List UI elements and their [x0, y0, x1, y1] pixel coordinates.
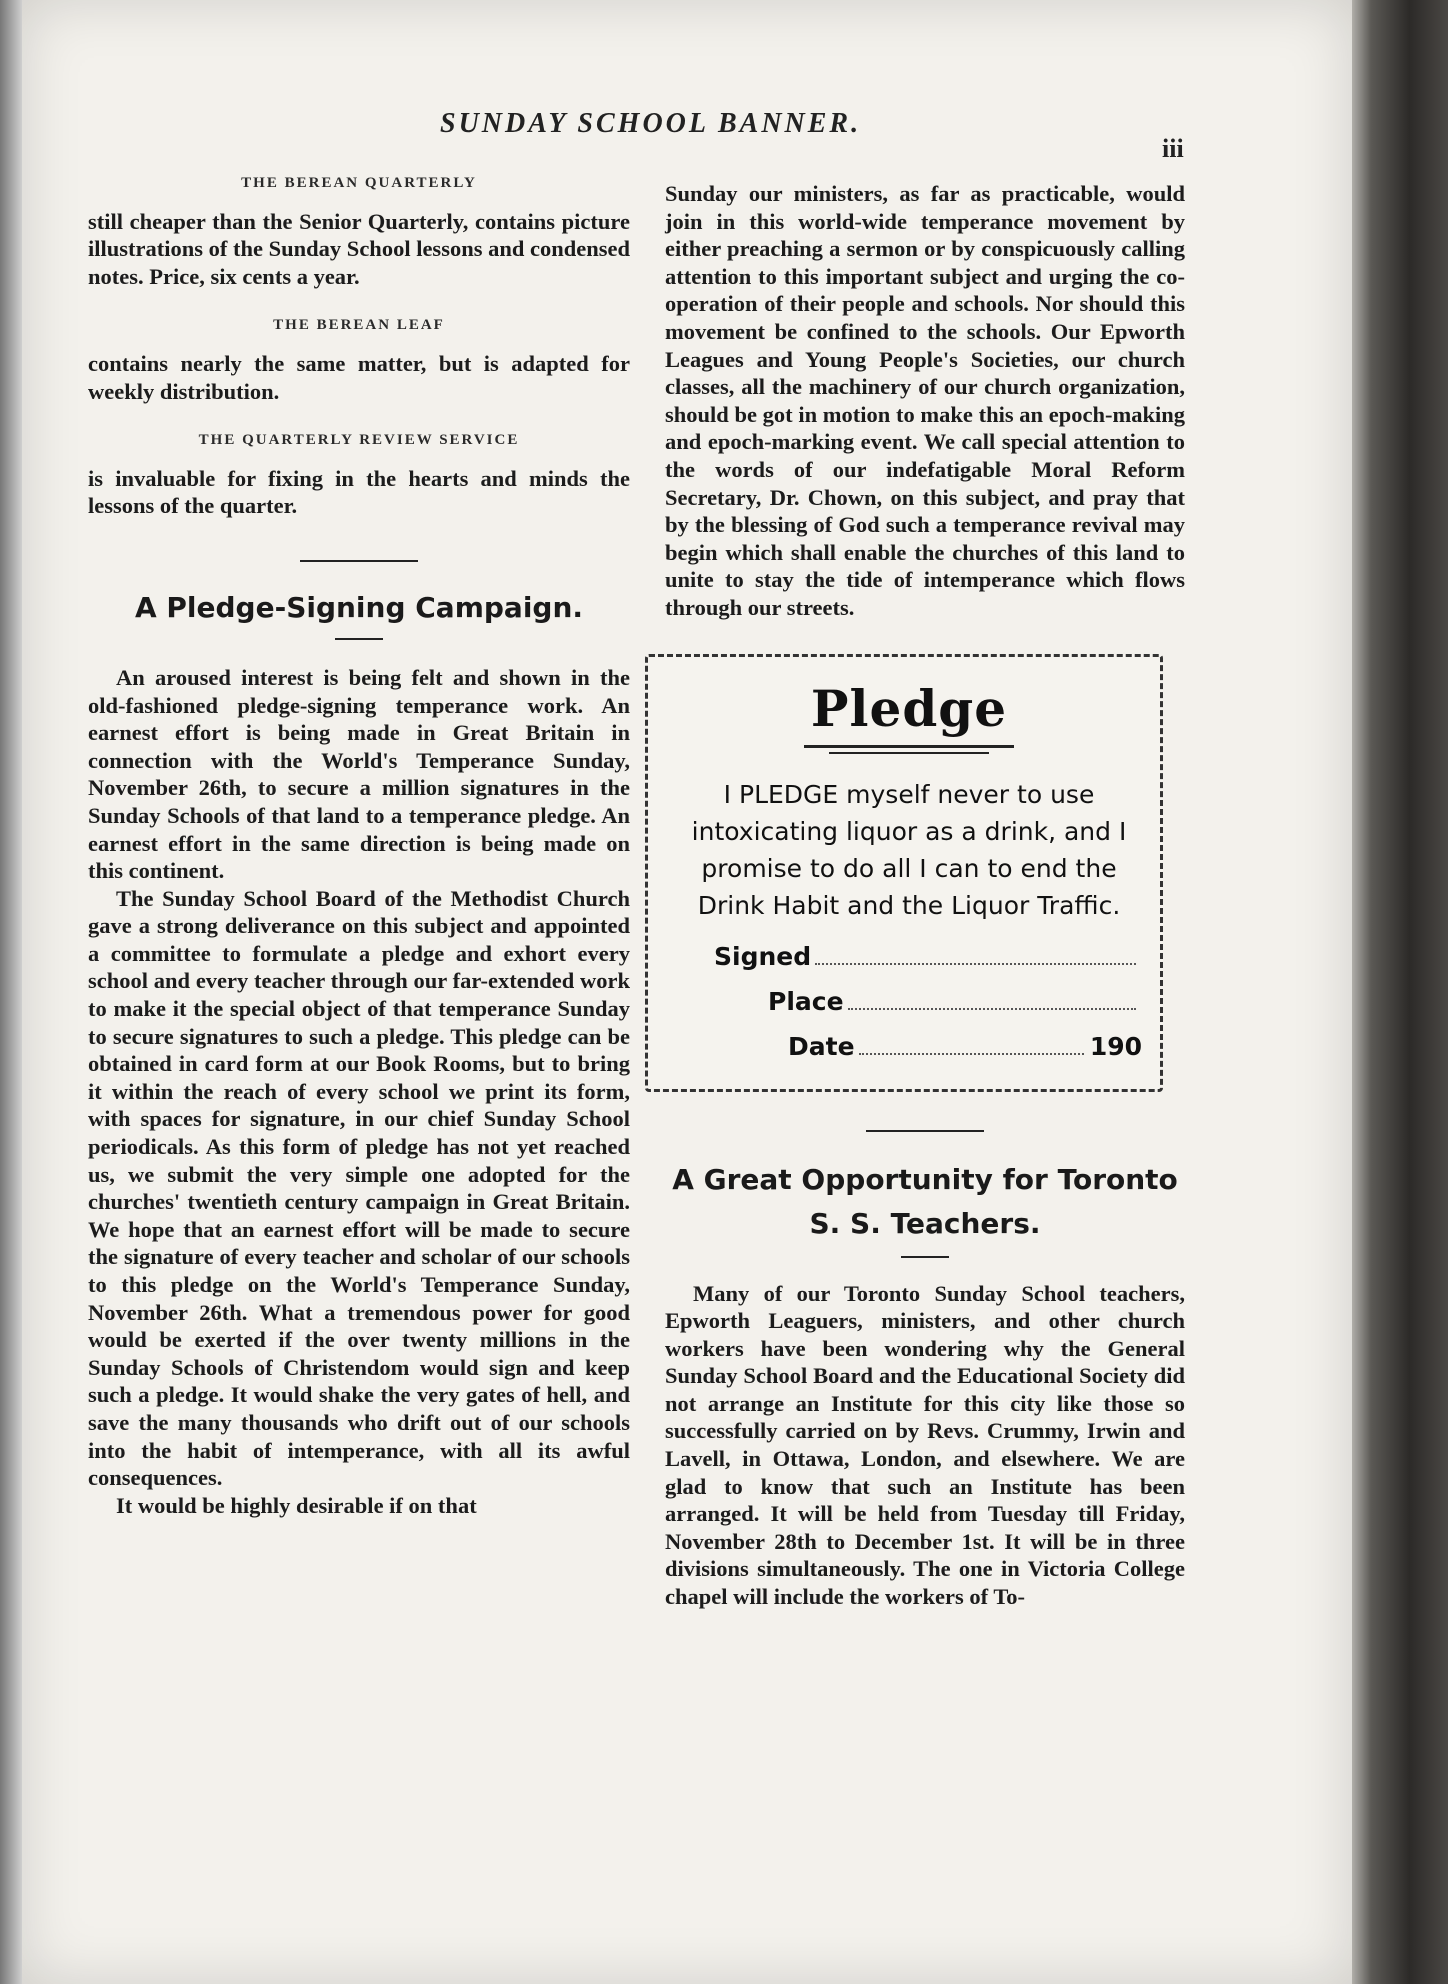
campaign-paragraph-1: An aroused interest is being felt and shown in the old-fashioned pledge-signing temperance work. An earnest effort is being made in Great Britain in connection with the World's Temperance Sunday, November 26th, to secure a million signatures in the Sunday Schools of that land to a temperance pledge. An earnest effort in the same direction is being made on this continent.	[88, 664, 630, 884]
book-binding-edge	[1352, 0, 1448, 1984]
pledge-text: I PLEDGE myself never to use intoxicating liquor as a drink, and I promise to do all I can to end the Drink Habit and the Liquor Traffic.	[691, 779, 1127, 920]
berean-quarterly-title: THE BEREAN QUARTERLY	[241, 175, 477, 191]
berean-quarterly-text: still cheaper than the Senior Quarterly, contains picture illustrations of the Sunday School lessons and condensed notes. Price, six cents a year.	[88, 208, 631, 289]
campaign-paragraph-2: The Sunday School Board of the Methodist Church gave a strong deliverance on this subject and appointed a committee to formulate a pledge and exhort every school and every teacher through our far-extended work to make it the special object of that temperance Sunday to secure signatures to such a pledge. This pledge can be obtained in card form at our Book Rooms, but to bring it within the reach of every school we print its form, with spaces for signature, in our chief Sunday School periodicals. As this form of pledge has not yet reached us, we submit the very simple one adopted for the churches' twentieth century campaign in Great Britain. We hope that an earnest effort will be made to secure the signature of every teacher and scholar of our schools to this pledge on the World's Temperance Sunday, November 26th. What a tremendous power for good would be exerted if the over twenty millions in the Sunday Schools of Christendom would sign and keep such a pledge. It would shake the very gates of hell, and save the many thousands who drift out of our schools into the habit of intemperance, with all its awful consequences.	[88, 885, 630, 1491]
signed-line	[676, 934, 1142, 979]
berean-leaf-title: THE BEREAN LEAF	[273, 317, 445, 334]
pledge-title-rule	[804, 745, 1014, 748]
toronto-heading-line-2: S. S. Teachers.	[809, 1206, 1041, 1240]
date-label: Date	[788, 1031, 855, 1061]
place-label: Place	[768, 986, 844, 1016]
date-line	[676, 1024, 1142, 1069]
pledge-title-rule-thin	[829, 752, 989, 754]
place-line	[676, 979, 1142, 1024]
pledge-title: Pledge	[810, 678, 1008, 738]
left-column	[88, 170, 630, 1519]
date-blank	[859, 1053, 1084, 1055]
campaign-heading: A Pledge-Signing Campaign.	[134, 590, 584, 624]
toronto-paragraph: Many of our Toronto Sunday School teachers, Epworth Leaguers, ministers, and other church workers have been wondering why the General Sunday School Board and the Educational Society did not arrange an Institute for this city like those so successfully carried on by Revs. Crummy, Irwin and Lavell, in Ottawa, London, and elsewhere. We are glad to know that such an Institute has been arranged. It will be held from Tuesday till Friday, November 28th to December 1st. It will be in three divisions simultaneously. The one in Victoria College chapel will include the workers of To-	[665, 1280, 1185, 1610]
continuation-paragraph: Sunday our ministers, as far as practicable, would join in this world-wide temperance movement by either preaching a sermon or by conspicuously calling attention to this important subject and urging the co-operation of their people and schools. Nor should this movement be confined to the schools. Our Epworth Leagues and Young People's Societies, our church classes, all the machinery of our church organization, should be got in motion to make this an epoch-making and epoch-marking event. We call special attention to the words of our indefatigable Moral Reform Secretary, Dr. Chown, on this subject, and pray that by the blessing of God such a temperance revival may begin which shall enable the churches of this land to unite to stay the tide of intemperance which flows through our streets.	[665, 181, 1185, 620]
signed-label: Signed	[714, 941, 812, 971]
berean-leaf-text: contains nearly the same matter, but is adapted for weekly distribution.	[88, 350, 630, 404]
right-column	[665, 180, 1185, 1611]
page-number: iii	[1162, 134, 1184, 163]
place-blank	[848, 1008, 1136, 1010]
review-service-text: is invaluable for fixing in the hearts and minds the lessons of the quarter.	[88, 465, 630, 519]
date-year-prefix: 190	[1089, 1031, 1142, 1061]
running-title: SUNDAY SCHOOL BANNER.	[440, 108, 862, 139]
signed-blank	[815, 963, 1136, 965]
campaign-paragraph-3: It would be highly desirable if on that	[116, 1492, 477, 1518]
left-page-edge	[0, 0, 22, 1984]
review-service-title: THE QUARTERLY REVIEW SERVICE	[198, 432, 520, 449]
pledge-card	[645, 654, 1163, 1092]
toronto-heading-line-1: A Great Opportunity for Toronto	[672, 1162, 1178, 1196]
